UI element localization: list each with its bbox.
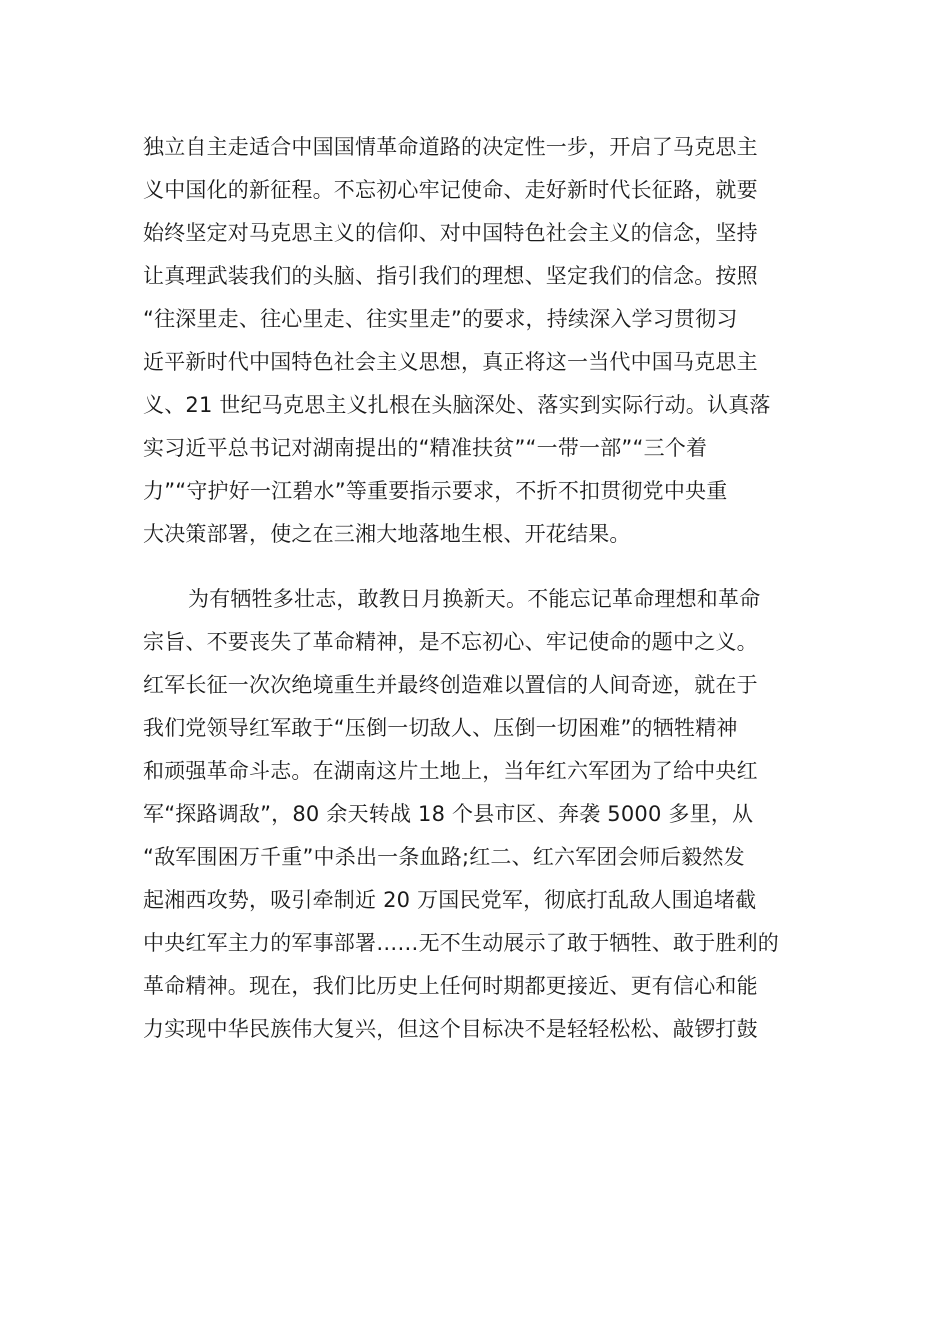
text-line: 实习近平总书记对湖南提出的“精准扶贫”“一带一部”“三个着	[143, 436, 708, 460]
text-line: 力”“守护好一江碧水”等重要指示要求，不折不扣贯彻党中央重	[143, 479, 728, 503]
text-line: 军“探路调敌”，80 余天转战 18 个县市区、奔袭 5000 多里，从	[143, 802, 754, 826]
paragraph-2	[143, 578, 823, 1051]
text-line: 宗旨、不要丧失了革命精神，是不忘初心、牢记使命的题中之义。	[143, 630, 758, 654]
text-line: 义中国化的新征程。不忘初心牢记使命、走好新时代长征路，就要	[143, 178, 758, 202]
text-line: 红军长征一次次绝境重生并最终创造难以置信的人间奇迹，就在于	[143, 673, 758, 697]
text-line: 大决策部署，使之在三湘大地落地生根、开花结果。	[143, 522, 631, 546]
text-line: 始终坚定对马克思主义的信仰、对中国特色社会主义的信念，坚持	[143, 221, 758, 245]
paragraph-1	[143, 126, 823, 556]
text-line: 为有牺牲多壮志，敢教日月换新天。不能忘记革命理想和革命	[188, 587, 761, 611]
text-line: 义、21 世纪马克思主义扎根在头脑深处、落实到实际行动。认真落	[143, 393, 771, 417]
text-line: 和顽强革命斗志。在湖南这片土地上，当年红六军团为了给中央红	[143, 759, 758, 783]
text-line: 起湘西攻势，吸引牵制近 20 万国民党军，彻底打乱敌人围追堵截	[143, 888, 757, 912]
text-line: 让真理武装我们的头脑、指引我们的理想、坚定我们的信念。按照	[143, 264, 758, 288]
paragraph-spacer	[143, 556, 823, 578]
text-line: “敌军围困万千重”中杀出一条血路;红二、红六军团会师后毅然发	[143, 845, 745, 869]
text-line: 近平新时代中国特色社会主义思想，真正将这一当代中国马克思主	[143, 350, 758, 374]
document-body	[143, 126, 823, 1051]
text-line: 中央红军主力的军事部署……无不生动展示了敢于牺牲、敢于胜利的	[143, 931, 779, 955]
text-line: 力实现中华民族伟大复兴，但这个目标决不是轻轻松松、敲锣打鼓	[143, 1017, 758, 1041]
text-line: 独立自主走适合中国国情革命道路的决定性一步，开启了马克思主	[143, 135, 758, 159]
text-line: “往深里走、往心里走、往实里走”的要求，持续深入学习贯彻习	[143, 307, 738, 331]
text-line: 革命精神。现在，我们比历史上任何时期都更接近、更有信心和能	[143, 974, 758, 998]
text-line: 我们党领导红军敢于“压倒一切敌人、压倒一切困难”的牺牲精神	[143, 716, 738, 740]
